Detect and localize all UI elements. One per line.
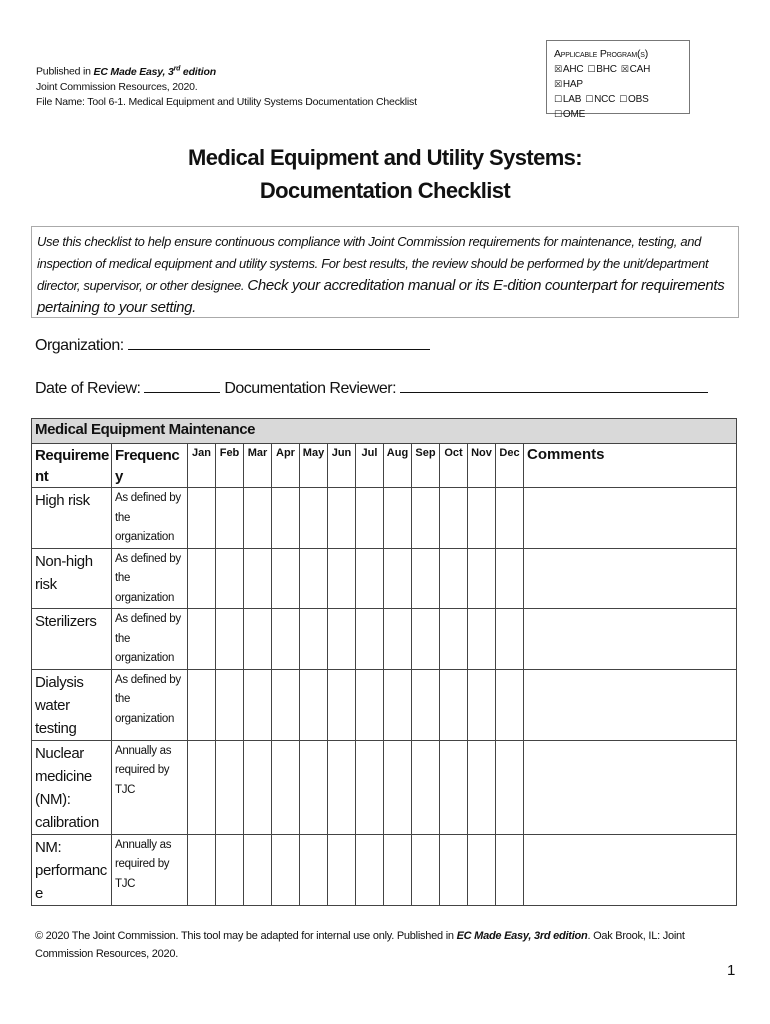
month-cell-dec[interactable] bbox=[496, 834, 524, 905]
month-cell-feb[interactable] bbox=[216, 548, 244, 609]
month-cell-apr[interactable] bbox=[272, 740, 300, 834]
month-cell-may[interactable] bbox=[300, 740, 328, 834]
instructions-box: Use this checklist to help ensure continuous compliance with Joint Commission requirements for maintenance, testing, and inspection of medical equipment and utility systems. For best results, the review should be performed by the unit/department director, supervisor, or other designee. Check your accreditation manual or its E-dition counterpart for requirements pertaining to your setting. bbox=[31, 226, 739, 318]
empty-box-icon[interactable]: ☐ bbox=[554, 94, 562, 104]
month-cell-feb[interactable] bbox=[216, 834, 244, 905]
month-cell-sep[interactable] bbox=[412, 609, 440, 670]
month-cell-mar[interactable] bbox=[244, 548, 272, 609]
date-of-review-input-line[interactable] bbox=[144, 376, 220, 393]
month-cell-jan[interactable] bbox=[188, 488, 216, 549]
month-header-jun: Jun bbox=[328, 444, 356, 488]
program-label: LAB bbox=[562, 94, 582, 105]
month-cell-feb[interactable] bbox=[216, 488, 244, 549]
month-cell-jul[interactable] bbox=[356, 548, 384, 609]
table-row bbox=[32, 609, 737, 670]
empty-box-icon[interactable]: ☐ bbox=[585, 94, 594, 104]
book-title: EC Made Easy, 3rd edition bbox=[93, 65, 216, 78]
month-cell-jan[interactable] bbox=[188, 834, 216, 905]
month-cell-dec[interactable] bbox=[496, 609, 524, 670]
frequency-header: Frequency bbox=[112, 444, 188, 488]
month-cell-dec[interactable] bbox=[496, 669, 524, 740]
comments-cell[interactable] bbox=[524, 669, 737, 740]
month-header-apr: Apr bbox=[272, 444, 300, 488]
programs-list bbox=[554, 62, 682, 122]
organization-field bbox=[35, 333, 430, 355]
comments-header: Comments bbox=[524, 444, 737, 488]
program-lab[interactable] bbox=[554, 92, 581, 107]
month-cell-jul[interactable] bbox=[356, 740, 384, 834]
requirement-cell: Sterilizers bbox=[32, 609, 112, 670]
month-cell-mar[interactable] bbox=[244, 488, 272, 549]
month-cell-jul[interactable] bbox=[356, 488, 384, 549]
frequency-cell: As defined by the organization bbox=[112, 609, 188, 670]
month-cell-nov[interactable] bbox=[468, 834, 496, 905]
comments-cell[interactable] bbox=[524, 488, 737, 549]
program-label: OME bbox=[562, 109, 586, 120]
month-cell-mar[interactable] bbox=[244, 834, 272, 905]
page-title: Medical Equipment and Utility Systems: Documentation Checklist bbox=[187, 145, 583, 203]
program-label: AHC bbox=[562, 64, 584, 75]
requirement-header: Requirement bbox=[32, 444, 112, 488]
month-cell-jul[interactable] bbox=[356, 669, 384, 740]
month-cell-dec[interactable] bbox=[496, 488, 524, 549]
month-cell-oct[interactable] bbox=[440, 740, 468, 834]
publication-info bbox=[36, 61, 417, 110]
month-cell-jun[interactable] bbox=[328, 669, 356, 740]
month-cell-jun[interactable] bbox=[328, 740, 356, 834]
empty-box-icon[interactable]: ☐ bbox=[587, 64, 596, 74]
requirement-cell: Non-high risk bbox=[32, 548, 112, 609]
month-cell-feb[interactable] bbox=[216, 740, 244, 834]
maintenance-checklist-table bbox=[31, 418, 737, 906]
month-cell-jul[interactable] bbox=[356, 609, 384, 670]
publication-line-1: Published in EC Made Easy, 3rd edition bbox=[36, 65, 216, 78]
table-row bbox=[32, 740, 737, 834]
month-cell-aug[interactable] bbox=[384, 548, 412, 609]
publication-line-2: Joint Commission Resources, 2020. bbox=[36, 80, 198, 93]
month-cell-dec[interactable] bbox=[496, 548, 524, 609]
comments-cell[interactable] bbox=[524, 548, 737, 609]
month-cell-oct[interactable] bbox=[440, 488, 468, 549]
month-cell-aug[interactable] bbox=[384, 834, 412, 905]
program-bhc[interactable] bbox=[587, 62, 616, 77]
frequency-cell: As defined by the organization bbox=[112, 488, 188, 549]
month-header-jan: Jan bbox=[188, 444, 216, 488]
table-row bbox=[32, 548, 737, 609]
month-cell-nov[interactable] bbox=[468, 669, 496, 740]
date-of-review-label: Date of Review: bbox=[35, 380, 141, 397]
month-cell-jan[interactable] bbox=[188, 740, 216, 834]
applicable-programs-box bbox=[546, 40, 690, 120]
program-label: OBS bbox=[628, 94, 649, 105]
month-cell-apr[interactable] bbox=[272, 488, 300, 549]
reviewer-label: Documentation Reviewer: bbox=[224, 380, 397, 397]
program-cah[interactable] bbox=[621, 62, 650, 77]
organization-input-line[interactable] bbox=[128, 333, 430, 350]
month-header-aug: Aug bbox=[384, 444, 412, 488]
month-cell-oct[interactable] bbox=[440, 834, 468, 905]
month-cell-aug[interactable] bbox=[384, 609, 412, 670]
program-ahc[interactable] bbox=[554, 62, 583, 77]
empty-box-icon[interactable]: ☐ bbox=[619, 94, 628, 104]
review-fields bbox=[35, 376, 708, 398]
month-cell-may[interactable] bbox=[300, 834, 328, 905]
month-header-oct: Oct bbox=[440, 444, 468, 488]
month-cell-jun[interactable] bbox=[328, 609, 356, 670]
program-ome[interactable] bbox=[554, 107, 585, 122]
month-cell-sep[interactable] bbox=[412, 548, 440, 609]
requirement-cell: Nuclear medicine (NM): calibration bbox=[32, 740, 112, 834]
table-row bbox=[32, 669, 737, 740]
comments-cell[interactable] bbox=[524, 609, 737, 670]
month-header-jul: Jul bbox=[356, 444, 384, 488]
month-cell-dec[interactable] bbox=[496, 740, 524, 834]
page-number: 1 bbox=[727, 962, 736, 979]
month-cell-nov[interactable] bbox=[468, 488, 496, 549]
month-cell-jul[interactable] bbox=[356, 834, 384, 905]
requirement-cell: Dialysis water testing bbox=[32, 669, 112, 740]
month-cell-nov[interactable] bbox=[468, 740, 496, 834]
comments-cell[interactable] bbox=[524, 740, 737, 834]
month-cell-oct[interactable] bbox=[440, 548, 468, 609]
month-header-feb: Feb bbox=[216, 444, 244, 488]
month-header-may: May bbox=[300, 444, 328, 488]
organization-label: Organization: bbox=[35, 337, 124, 354]
checked-box-icon[interactable]: ☒ bbox=[620, 64, 629, 74]
month-header-sep: Sep bbox=[412, 444, 440, 488]
month-cell-aug[interactable] bbox=[384, 740, 412, 834]
month-cell-aug[interactable] bbox=[384, 669, 412, 740]
month-cell-feb[interactable] bbox=[216, 609, 244, 670]
month-cell-may[interactable] bbox=[300, 609, 328, 670]
footer-book-title: EC Made Easy, 3rd edition bbox=[456, 930, 588, 942]
month-cell-oct[interactable] bbox=[440, 669, 468, 740]
month-cell-jan[interactable] bbox=[188, 609, 216, 670]
program-obs[interactable] bbox=[619, 92, 648, 107]
month-cell-apr[interactable] bbox=[272, 669, 300, 740]
month-cell-sep[interactable] bbox=[412, 669, 440, 740]
month-cell-may[interactable] bbox=[300, 669, 328, 740]
month-cell-aug[interactable] bbox=[384, 488, 412, 549]
checked-box-icon[interactable]: ☒ bbox=[554, 79, 562, 89]
file-name: File Name: Tool 6-1. Medical Equipment and Utility Systems Documentation Checklist bbox=[36, 95, 417, 108]
month-cell-mar[interactable] bbox=[244, 740, 272, 834]
table-row bbox=[32, 488, 737, 549]
table-row bbox=[32, 834, 737, 905]
month-cell-may[interactable] bbox=[300, 548, 328, 609]
month-cell-mar[interactable] bbox=[244, 669, 272, 740]
month-cell-sep[interactable] bbox=[412, 834, 440, 905]
month-cell-jan[interactable] bbox=[188, 548, 216, 609]
program-label: CAH bbox=[629, 64, 651, 75]
frequency-cell: As defined by the organization bbox=[112, 548, 188, 609]
month-cell-nov[interactable] bbox=[468, 609, 496, 670]
month-header-dec: Dec bbox=[496, 444, 524, 488]
section-header: Medical Equipment Maintenance bbox=[32, 419, 737, 444]
month-cell-mar[interactable] bbox=[244, 609, 272, 670]
month-cell-apr[interactable] bbox=[272, 609, 300, 670]
reviewer-input-line[interactable] bbox=[400, 376, 708, 393]
program-label: BHC bbox=[596, 64, 617, 75]
month-cell-jun[interactable] bbox=[328, 834, 356, 905]
month-cell-oct[interactable] bbox=[440, 609, 468, 670]
frequency-cell: As defined by the organization bbox=[112, 669, 188, 740]
month-header-mar: Mar bbox=[244, 444, 272, 488]
empty-box-icon[interactable]: ☐ bbox=[554, 109, 562, 119]
month-cell-jun[interactable] bbox=[328, 488, 356, 549]
month-cell-may[interactable] bbox=[300, 488, 328, 549]
month-cell-jun[interactable] bbox=[328, 548, 356, 609]
requirement-cell: High risk bbox=[32, 488, 112, 549]
program-ncc[interactable] bbox=[585, 92, 615, 107]
program-hap[interactable] bbox=[554, 77, 583, 92]
month-header-nov: Nov bbox=[468, 444, 496, 488]
comments-cell[interactable] bbox=[524, 834, 737, 905]
programs-title: Applicable Program(s) bbox=[554, 48, 649, 60]
month-cell-apr[interactable] bbox=[272, 548, 300, 609]
copyright-footer: © 2020 The Joint Commission. This tool may be adapted for internal use only. Published in EC Made Easy, 3rd edition. Oak Brook, IL: Joint Commission Resources, 2020. bbox=[35, 930, 685, 960]
frequency-cell: Annually as required by TJC bbox=[112, 740, 188, 834]
month-cell-jan[interactable] bbox=[188, 669, 216, 740]
month-cell-sep[interactable] bbox=[412, 740, 440, 834]
month-cell-apr[interactable] bbox=[272, 834, 300, 905]
month-cell-nov[interactable] bbox=[468, 548, 496, 609]
program-label: NCC bbox=[594, 94, 616, 105]
month-cell-feb[interactable] bbox=[216, 669, 244, 740]
requirement-cell: NM: performance bbox=[32, 834, 112, 905]
month-cell-sep[interactable] bbox=[412, 488, 440, 549]
frequency-cell: Annually as required by TJC bbox=[112, 834, 188, 905]
checked-box-icon[interactable]: ☒ bbox=[554, 64, 562, 74]
program-label: HAP bbox=[562, 79, 583, 90]
